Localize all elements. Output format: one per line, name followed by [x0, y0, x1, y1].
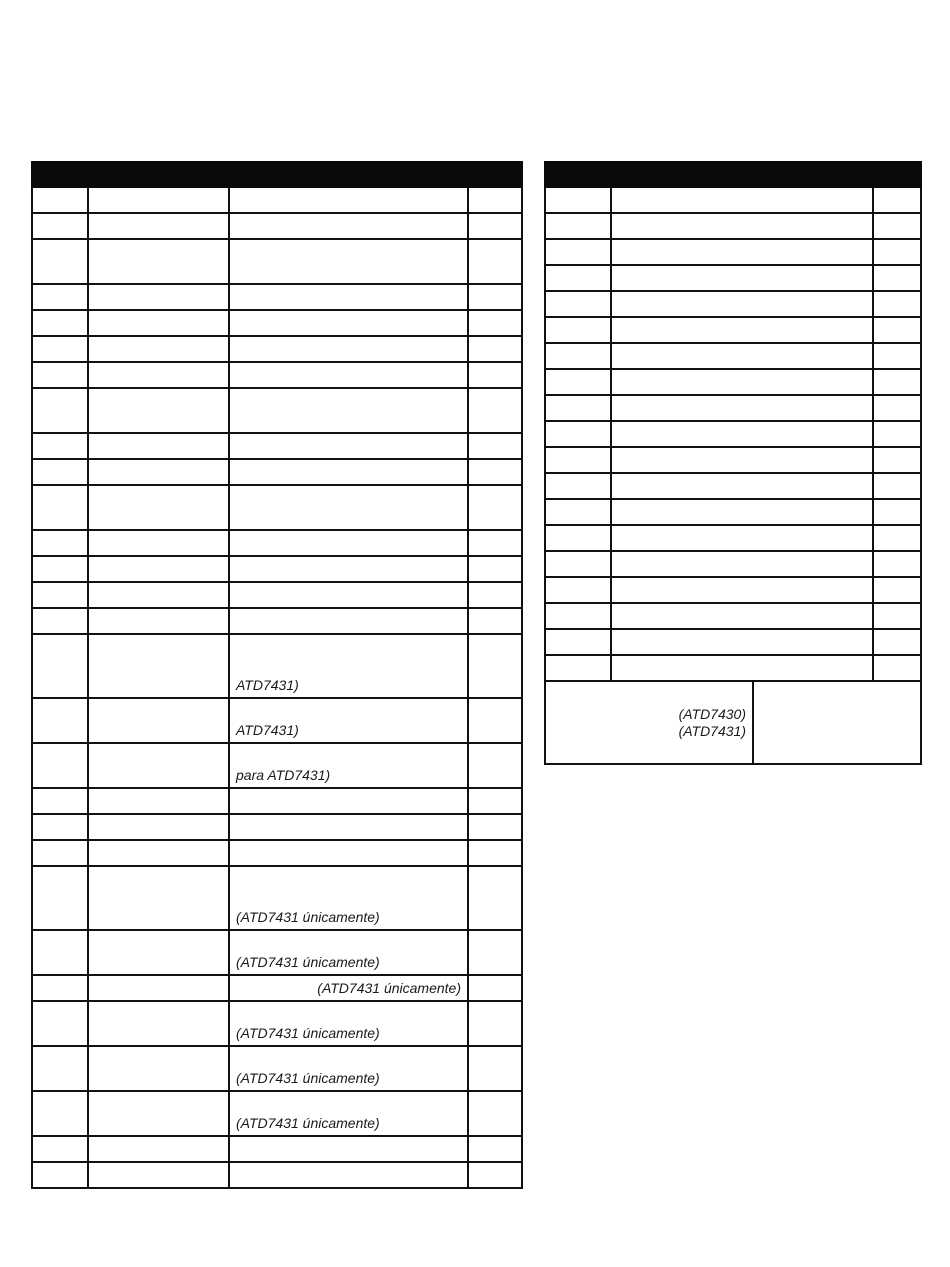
description-cell: (ATD7431 únicamente): [229, 930, 468, 975]
table-row: [545, 369, 921, 395]
description-cell: [229, 336, 468, 362]
table-row: [32, 743, 522, 788]
table-row: [545, 603, 921, 629]
table-row: [32, 556, 522, 582]
description-cell: [229, 433, 468, 459]
table-row: [545, 525, 921, 551]
description-cell: [229, 608, 468, 634]
footer-note-cell: [545, 681, 753, 764]
table-row: [545, 239, 921, 265]
description-cell: [229, 284, 468, 310]
table-row: [32, 975, 522, 1001]
right-parts-table: [544, 161, 922, 765]
description-cell: (ATD7431 únicamente): [229, 975, 468, 1001]
header-cell: [229, 162, 468, 187]
table-row: [545, 577, 921, 603]
table-row: [545, 265, 921, 291]
description-cell: [229, 459, 468, 485]
description-cell: [229, 814, 468, 840]
description-cell: [229, 582, 468, 608]
header-cell: [88, 162, 229, 187]
header-cell: [545, 162, 611, 187]
table-row: [32, 840, 522, 866]
table-row: [32, 388, 522, 433]
table-row: [32, 1091, 522, 1136]
description-cell: [229, 239, 468, 284]
description-cell: [229, 1136, 468, 1162]
table-row: [32, 1001, 522, 1046]
description-cell: (ATD7431 únicamente): [229, 1001, 468, 1046]
table-row: [545, 421, 921, 447]
table-row: [545, 291, 921, 317]
table-row: [545, 447, 921, 473]
description-cell: (ATD7431 únicamente): [229, 866, 468, 930]
table-row: [32, 866, 522, 930]
table-row: [545, 395, 921, 421]
left-table-header: [32, 162, 522, 187]
table-row: [32, 1162, 522, 1188]
footer-blank-cell: [753, 681, 921, 764]
table-row: [32, 788, 522, 814]
table-row: [545, 187, 921, 213]
table-row: [545, 317, 921, 343]
description-cell: ATD7431): [229, 698, 468, 743]
table-row: [32, 1046, 522, 1091]
description-cell: [229, 840, 468, 866]
table-row: [32, 213, 522, 239]
description-cell: [229, 187, 468, 213]
table-row: [32, 698, 522, 743]
table-row: [545, 629, 921, 655]
table-row: [32, 239, 522, 284]
table-row: [545, 551, 921, 577]
right-table-header: [545, 162, 921, 187]
description-cell: [229, 485, 468, 530]
table-row: [545, 213, 921, 239]
header-cell: [32, 162, 88, 187]
description-cell: [229, 530, 468, 556]
table-row: [545, 343, 921, 369]
table-row: [32, 930, 522, 975]
description-cell: [229, 310, 468, 336]
description-cell: (ATD7431 únicamente): [229, 1046, 468, 1091]
table-row: [545, 499, 921, 525]
table-footer-row: [545, 681, 921, 764]
table-row: [32, 459, 522, 485]
left-parts-table: [31, 161, 523, 1189]
description-cell: [229, 788, 468, 814]
description-cell: [229, 556, 468, 582]
description-cell: [229, 1162, 468, 1188]
table-row: [32, 310, 522, 336]
description-cell: [229, 362, 468, 388]
footer-note: (ATD7430): [678, 705, 746, 722]
header-cell: [468, 162, 522, 187]
table-row: [32, 284, 522, 310]
description-cell: [229, 388, 468, 433]
table-row: [32, 336, 522, 362]
table-row: [545, 473, 921, 499]
table-row: [32, 1136, 522, 1162]
description-cell: [229, 213, 468, 239]
table-row: [32, 485, 522, 530]
description-cell: (ATD7431 únicamente): [229, 1091, 468, 1136]
description-cell: ATD7431): [229, 634, 468, 698]
table-row: [32, 433, 522, 459]
table-row: [32, 530, 522, 556]
table-row: [32, 634, 522, 698]
table-row: [32, 608, 522, 634]
table-row: [32, 362, 522, 388]
table-row: [545, 655, 921, 681]
table-row: [32, 814, 522, 840]
footer-note: (ATD7431): [678, 722, 746, 739]
header-cell: [611, 162, 873, 187]
description-cell: para ATD7431): [229, 743, 468, 788]
header-cell: [873, 162, 921, 187]
table-row: [32, 582, 522, 608]
table-row: [32, 187, 522, 213]
